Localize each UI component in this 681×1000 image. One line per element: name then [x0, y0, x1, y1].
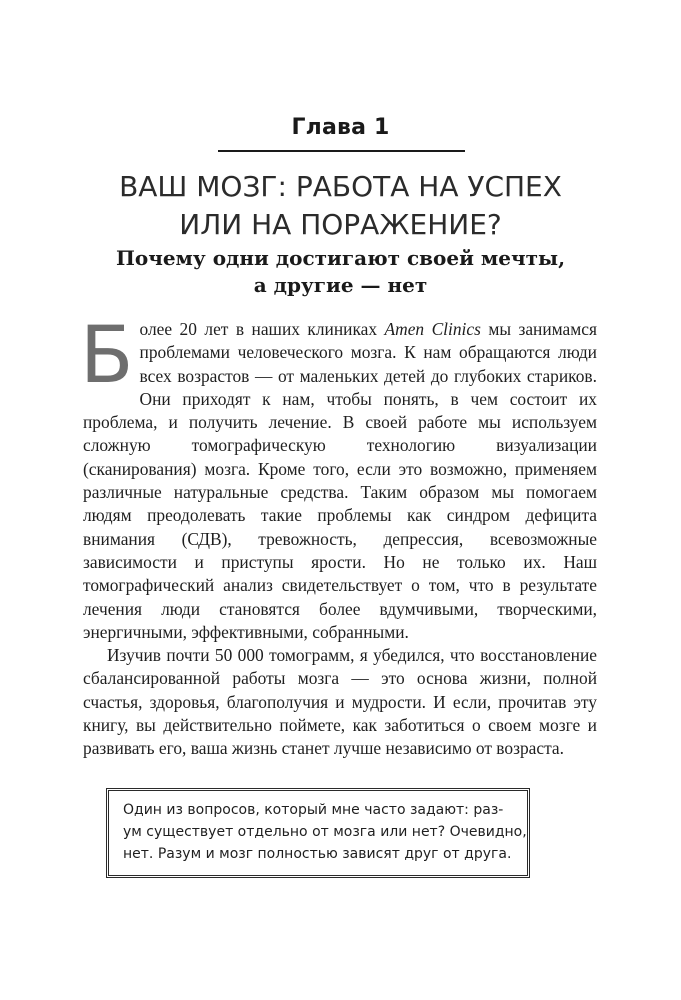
chapter-subtitle — [0, 245, 681, 299]
clinic-name: Amen Clinics — [384, 319, 481, 339]
chapter-title-line-1: ВАШ МОЗГ: РАБОТА НА УСПЕХ — [119, 170, 562, 203]
callout-line-3: нет. Разум и мозг полностью зависят друг от друга. — [123, 846, 512, 862]
paragraph-1-rest: мы занимамся проблемами человеческого мозга. К нам обращаются люди всех возрастов — от маленьких детей до глубоких стариков. Они приходят к нам, чтобы понять, в чем состоит их проблема, и получить лечение. В своей работе мы используем сложную томографическую технологию визуализации (сканирования) мозга. Кроме того, если это возможно, применяем различные натуральные средства. Таким образом мы помогаем людям преодолевать такие проблемы как синдром дефицита внимания (СДВ), тревожность, депрессия, всевозможные зависимости и приступы ярости. Но не только их. Наш томографический анализ свидетельствует о том, что в результате лечения люди становятся более вдумчивыми, творческими, энергичными, эффективными, собранными. — [83, 319, 597, 642]
callout-line-2: ум существует отдельно от мозга или нет? Очевидно, — [123, 824, 527, 840]
callout-box — [106, 788, 530, 878]
chapter-title-line-2: ИЛИ НА ПОРАЖЕНИЕ? — [179, 208, 502, 241]
paragraph-1 — [80, 311, 597, 644]
callout-text — [123, 799, 527, 865]
chapter-divider — [218, 150, 465, 152]
chapter-label: Глава 1 — [291, 115, 390, 140]
drop-cap: Б — [80, 311, 134, 401]
body-text — [80, 311, 597, 761]
chapter-title — [0, 168, 681, 244]
paragraph-1-start: олее 20 лет в наших клиниках — [139, 319, 385, 339]
callout-line-1: Один из вопросов, который мне часто задают: раз- — [123, 802, 504, 818]
paragraph-2: Изучив почти 50 000 томограмм, я убедился, что восстановление сбалансированной работы мозга — это основа жизни, полной счастья, здоровья, благополучия и мудрости. И если, прочитав эту книгу, вы действительно поймете, как заботиться о своем мозге и развивать его, ваша жизнь станет лучше независимо от возраста. — [83, 645, 597, 759]
subtitle-line-1: Почему одни достигают своей мечты, — [115, 246, 566, 270]
subtitle-line-2: а другие — нет — [253, 273, 428, 297]
